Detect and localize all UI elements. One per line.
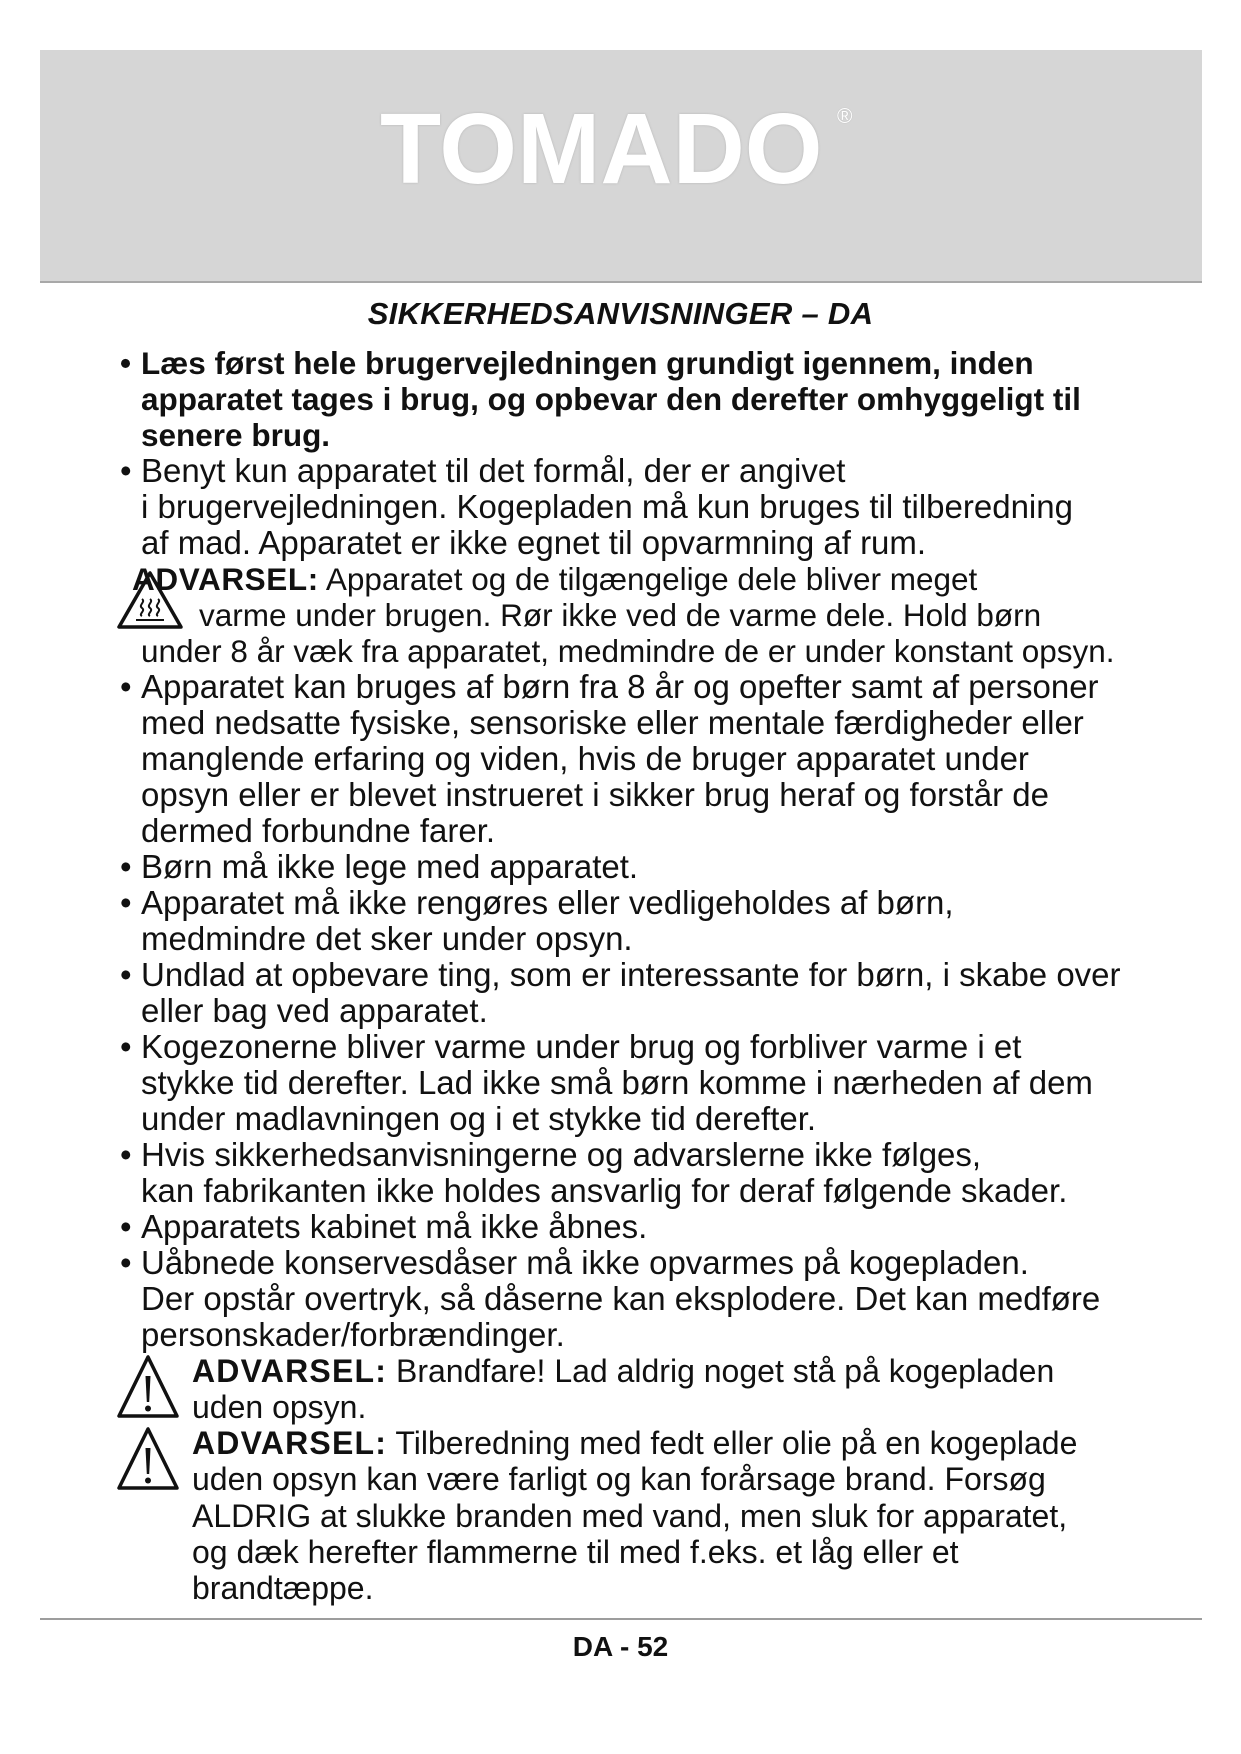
line-text: Apparatet må ikke rengøres eller vedligeholdes af børn, <box>141 884 954 922</box>
text-line: brandtæppe. <box>192 1569 374 1606</box>
brand-logo: TOMADO <box>380 93 823 205</box>
safety-item <box>0 669 1241 849</box>
text-line <box>0 957 1241 993</box>
line-text: Benyt kun apparatet til det formål, der er angivet <box>141 452 846 490</box>
line-text: Brandfare! Lad aldrig noget stå på kogepladen <box>396 1353 1055 1390</box>
text-line <box>0 1425 1241 1461</box>
text-line: af mad. Apparatet er ikke egnet til opvarmning af rum. <box>141 524 927 562</box>
line-text: Børn må ikke lege med apparatet. <box>141 848 639 886</box>
line-text: Apparatets kabinet må ikke åbnes. <box>141 1208 648 1246</box>
bullet-marker: • <box>120 1028 132 1066</box>
registered-trademark-mark: ® <box>837 105 853 128</box>
bullet-marker: • <box>120 345 132 381</box>
text-line: manglende erfaring og viden, hvis de bruger apparatet under <box>141 740 1029 778</box>
text-line: opsyn eller er blevet instrueret i sikker brug heraf og forstår de <box>141 776 1049 814</box>
safety-item <box>0 1029 1241 1137</box>
text-line: eller bag ved apparatet. <box>141 992 488 1030</box>
text-line: uden opsyn kan være farligt og kan forårsage brand. Forsøg <box>192 1461 1046 1498</box>
safety-item <box>0 1137 1241 1209</box>
bullet-marker: • <box>120 668 132 706</box>
hot-surface-warning <box>0 561 1241 669</box>
text-line: senere brug. <box>141 417 331 454</box>
warning-label: ADVARSEL: <box>132 561 319 598</box>
text-line: Der opstår overtryk, så dåserne kan eksplodere. Det kan medføre <box>141 1280 1101 1318</box>
text-line <box>0 849 1241 885</box>
page-number: DA - 52 <box>572 1631 669 1662</box>
text-line: medmindre det sker under opsyn. <box>141 920 633 958</box>
brand-header <box>40 50 1202 283</box>
text-line: varme under brugen. Rør ikke ved de varme dele. Hold børn <box>199 597 1042 634</box>
safety-instructions <box>0 345 1241 1606</box>
text-line: apparatet tages i brug, og opbevar den derefter omhyggeligt til <box>141 381 1081 418</box>
fire-warning <box>0 1353 1241 1425</box>
line-text: Uåbnede konservesdåser må ikke opvarmes på kogepladen. <box>141 1244 1029 1282</box>
line-text: Læs først hele brugervejledningen grundigt igennem, inden <box>141 345 1034 381</box>
bullet-marker: • <box>120 1136 132 1174</box>
footer-divider <box>40 1618 1202 1620</box>
text-line: med nedsatte fysiske, sensoriske eller mentale færdigheder eller <box>141 704 1084 742</box>
text-line <box>0 345 1241 381</box>
oil-fire-warning <box>0 1425 1241 1605</box>
text-line: ALDRIG at slukke branden med vand, men sluk for apparatet, <box>192 1497 1068 1534</box>
safety-item <box>0 957 1241 1029</box>
warning-label: ADVARSEL: <box>192 1353 388 1390</box>
text-line: kan fabrikanten ikke holdes ansvarlig for deraf følgende skader. <box>141 1172 1068 1210</box>
safety-item <box>0 453 1241 561</box>
text-line: stykke tid derefter. Lad ikke små børn komme i nærheden af dem <box>141 1064 1093 1102</box>
text-line <box>0 669 1241 705</box>
page-title: SIKKERHEDSANVISNINGER – DA <box>367 296 874 331</box>
text-line <box>0 885 1241 921</box>
line-text: Hvis sikkerhedsanvisningerne og advarslerne ikke følges, <box>141 1136 982 1174</box>
text-line: dermed forbundne farer. <box>141 812 496 850</box>
text-line: og dæk herefter flammerne til med f.eks. et låg eller et <box>192 1533 959 1570</box>
text-line: personskader/forbrændinger. <box>141 1316 565 1354</box>
text-line <box>0 1029 1241 1065</box>
text-line: under 8 år væk fra apparatet, medmindre de er under konstant opsyn. <box>141 633 1115 670</box>
bullet-marker: • <box>120 452 132 490</box>
safety-item <box>0 1209 1241 1245</box>
bullet-marker: • <box>120 1208 132 1246</box>
line-text: Undlad at opbevare ting, som er interessante for børn, i skabe over <box>141 956 1121 994</box>
text-line: uden opsyn. <box>192 1389 367 1426</box>
bullet-marker: • <box>120 884 132 922</box>
text-line <box>0 1209 1241 1245</box>
text-line <box>0 561 1241 597</box>
line-text: Apparatet kan bruges af børn fra 8 år og opefter samt af personer <box>141 668 1099 706</box>
warning-label: ADVARSEL: <box>192 1425 388 1462</box>
text-line <box>0 1245 1241 1281</box>
line-text: Apparatet og de tilgængelige dele bliver meget <box>325 561 978 598</box>
bullet-marker: • <box>120 956 132 994</box>
line-text: Kogezonerne bliver varme under brug og forbliver varme i et <box>141 1028 1022 1066</box>
text-line <box>0 1353 1241 1389</box>
safety-item <box>0 1245 1241 1353</box>
text-line: i brugervejledningen. Kogepladen må kun bruges til tilberedning <box>141 488 1073 526</box>
text-line <box>0 1137 1241 1173</box>
text-line: under madlavningen og i et stykke tid derefter. <box>141 1100 817 1138</box>
text-line <box>0 453 1241 489</box>
safety-item <box>0 345 1241 453</box>
bullet-marker: • <box>120 848 132 886</box>
safety-item <box>0 885 1241 957</box>
line-text: Tilberedning med fedt eller olie på en kogeplade <box>395 1425 1078 1462</box>
bullet-marker: • <box>120 1244 132 1282</box>
safety-item <box>0 849 1241 885</box>
